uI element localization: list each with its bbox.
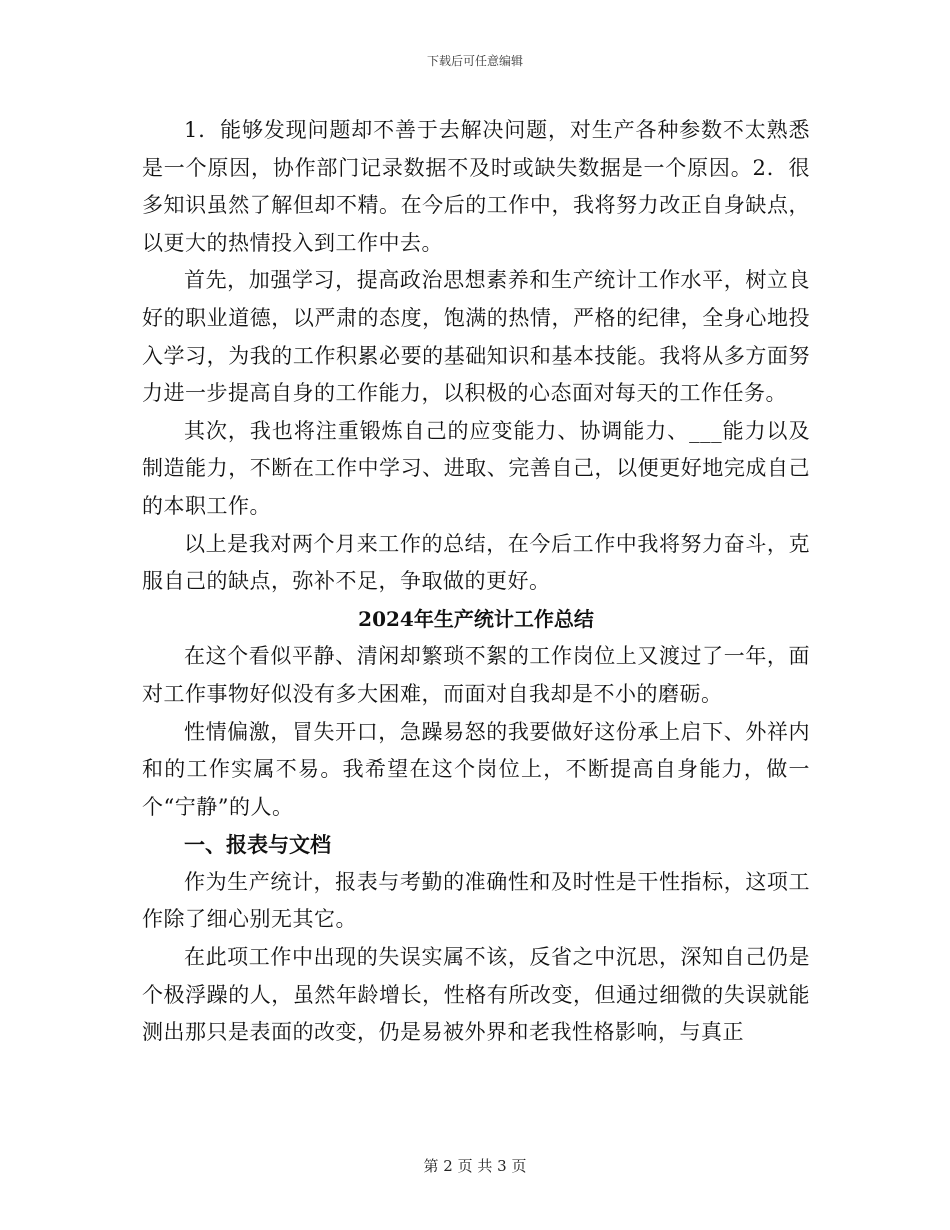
section-heading-1: 一、报表与文档 bbox=[184, 832, 331, 858]
paragraph-3: 其次，我也将注重锻炼自己的应变能力、协调能力、___能力以及制造能力，不断在工作中学习、进取、完善自己，以便更好地完成自己的本职工作。 bbox=[142, 418, 810, 518]
document-title: 2024年生产统计工作总结 bbox=[358, 606, 594, 631]
paragraph-2: 首先，加强学习，提高政治思想素养和生产统计工作水平，树立良好的职业道德，以严肃的态度，饱满的热情，严格的纪律，全身心地投入学习，为我的工作积累必要的基础知识和基本技能。我将从多方面努力进一步提高自身的工作能力，以积极的心态面对每天的工作任务。 bbox=[142, 268, 810, 406]
paragraph-8: 在此项工作中出现的失误实属不该，反省之中沉思，深知自己仍是个极浮躁的人，虽然年龄增长，性格有所改变，但通过细微的失误就能测出那只是表面的改变，仍是易被外界和老我性格影响，与真正 bbox=[142, 945, 810, 1045]
paragraph-5: 在这个看似平静、清闲却繁琐不絮的工作岗位上又渡过了一年，面对工作事物好似没有多大困难，而面对自我却是不小的磨砺。 bbox=[142, 644, 810, 706]
page-footer: 第 2 页 共 3 页 bbox=[423, 1157, 527, 1175]
paragraph-7: 作为生产统计，报表与考勤的准确性和及时性是干性指标，这项工作除了细心别无其它。 bbox=[142, 869, 810, 932]
paragraph-6: 性情偏激，冒失开口，急躁易怒的我要做好这份承上启下、外祥内和的工作实属不易。我希望在这个岗位上，不断提高自身能力，做一个“宁静”的人。 bbox=[142, 719, 810, 819]
paragraph-4: 以上是我对两个月来工作的总结，在今后工作中我将努力奋斗，克服自己的缺点，弥补不足，争取做的更好。 bbox=[142, 531, 810, 594]
document-body bbox=[142, 112, 810, 1052]
page-header: 下载后可任意编辑 bbox=[426, 54, 523, 68]
paragraph-1: 1．能够发现问题却不善于去解决问题，对生产各种参数不太熟悉是一个原因，协作部门记录数据不及时或缺失数据是一个原因。2．很多知识虽然了解但却不精。在今后的工作中，我将努力改正自身缺点，以更大的热情投入到工作中去。 bbox=[142, 118, 810, 255]
